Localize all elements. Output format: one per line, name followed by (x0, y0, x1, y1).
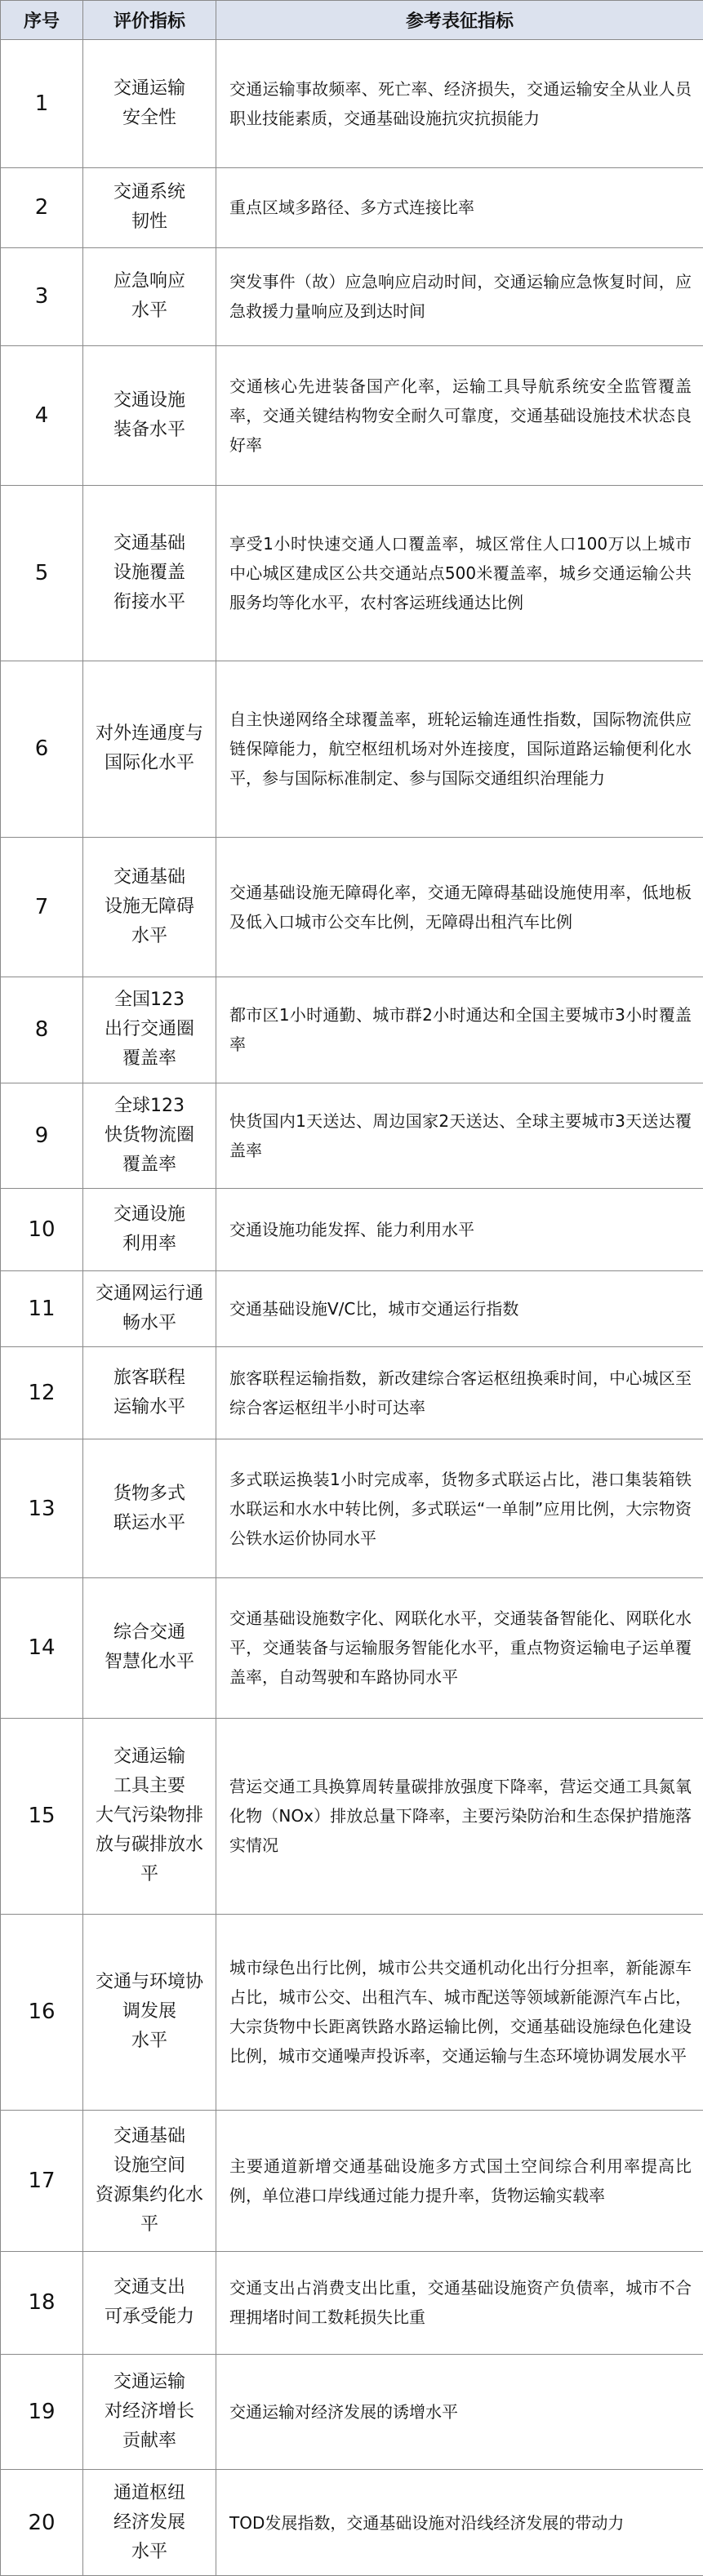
reference-indicator-cell: 都市区1小时通勤、城市群2小时通达和全国主要城市3小时覆盖率 (216, 977, 703, 1083)
table-row (1, 247, 703, 345)
indicator-name-cell: 交通基础 设施无障碍 水平 (83, 837, 216, 977)
reference-indicator-cell: 交通基础设施数字化、网联化水平，交通装备智能化、网联化水平，交通装备与运输服务智能化水平，重点物资运输电子运单覆盖率，自动驾驶和车路协同水平 (216, 1578, 703, 1718)
table-row (1, 2354, 703, 2470)
serial-number-cell: 3 (1, 247, 83, 345)
table-row (1, 2111, 703, 2251)
header-row (1, 1, 703, 40)
table-row (1, 168, 703, 248)
indicator-name-cell: 交通运输 工具主要 大气污染物排 放与碳排放水 平 (83, 1718, 216, 1914)
indicator-name-cell: 全国123 出行交通圈 覆盖率 (83, 977, 216, 1083)
reference-indicator-cell: TOD发展指数，交通基础设施对沿线经济发展的带动力 (216, 2470, 703, 2576)
serial-number-cell: 1 (1, 40, 83, 168)
table-row (1, 2251, 703, 2354)
indicator-name-cell: 对外连通度与 国际化水平 (83, 661, 216, 837)
serial-number-cell: 14 (1, 1578, 83, 1718)
header-serial-number: 序号 (1, 1, 83, 40)
reference-indicator-cell: 交通核心先进装备国产化率，运输工具导航系统安全监管覆盖率，交通关键结构物安全耐久可靠度，交通基础设施技术状态良好率 (216, 345, 703, 485)
reference-indicator-cell: 城市绿色出行比例，城市公共交通机动化出行分担率，新能源车占比，城市公交、出租汽车、城市配送等领域新能源汽车占比，大宗货物中长距离铁路水路运输比例，交通基础设施绿色化建设比例，城市交通噪声投诉率，交通运输与生态环境协调发展水平 (216, 1914, 703, 2110)
serial-number-cell: 7 (1, 837, 83, 977)
table-body (1, 40, 703, 2576)
reference-indicator-cell: 享受1小时快速交通人口覆盖率，城区常住人口100万以上城市中心城区建成区公共交通站点500米覆盖率，城乡交通运输公共服务均等化水平，农村客运班线通达比例 (216, 485, 703, 661)
table-row (1, 977, 703, 1083)
serial-number-cell: 2 (1, 168, 83, 248)
indicator-name-cell: 交通支出 可承受能力 (83, 2251, 216, 2354)
serial-number-cell: 19 (1, 2354, 83, 2470)
reference-indicator-cell: 交通设施功能发挥、能力利用水平 (216, 1189, 703, 1271)
reference-indicator-cell: 交通基础设施无障碍化率，交通无障碍基础设施使用率，低地板及低入口城市公交车比例，无障碍出租汽车比例 (216, 837, 703, 977)
indicator-name-cell: 应急响应 水平 (83, 247, 216, 345)
reference-indicator-cell: 重点区域多路径、多方式连接比率 (216, 168, 703, 248)
indicator-name-cell: 全球123 快货物流圈 覆盖率 (83, 1083, 216, 1189)
serial-number-cell: 16 (1, 1914, 83, 2110)
table-row (1, 1439, 703, 1578)
indicator-name-cell: 交通运输 对经济增长 贡献率 (83, 2354, 216, 2470)
indicator-name-cell: 交通设施 装备水平 (83, 345, 216, 485)
table-row (1, 485, 703, 661)
serial-number-cell: 12 (1, 1347, 83, 1439)
table-row (1, 837, 703, 977)
table-row (1, 1914, 703, 2110)
indicator-name-cell: 交通与环境协 调发展 水平 (83, 1914, 216, 2110)
reference-indicator-cell: 自主快递网络全球覆盖率，班轮运输连通性指数，国际物流供应链保障能力，航空枢纽机场对外连接度，国际道路运输便利化水平，参与国际标准制定、参与国际交通组织治理能力 (216, 661, 703, 837)
table-row (1, 40, 703, 168)
header-reference-characterization-indicator: 参考表征指标 (216, 1, 703, 40)
reference-indicator-cell: 营运交通工具换算周转量碳排放强度下降率，营运交通工具氮氧化物（NOx）排放总量下降率，主要污染防治和生态保护措施落实情况 (216, 1718, 703, 1914)
reference-indicator-cell: 突发事件（故）应急响应启动时间，交通运输应急恢复时间，应急救援力量响应及到达时间 (216, 247, 703, 345)
reference-indicator-cell: 多式联运换装1小时完成率，货物多式联运占比，港口集装箱铁水联运和水水中转比例，多式联运“一单制”应用比例，大宗物资公铁水运价协同水平 (216, 1439, 703, 1578)
serial-number-cell: 13 (1, 1439, 83, 1578)
indicator-name-cell: 通道枢纽 经济发展 水平 (83, 2470, 216, 2576)
indicator-name-cell: 综合交通 智慧化水平 (83, 1578, 216, 1718)
serial-number-cell: 5 (1, 485, 83, 661)
reference-indicator-cell: 快货国内1天送达、周边国家2天送达、全球主要城市3天送达覆盖率 (216, 1083, 703, 1189)
reference-indicator-cell: 主要通道新增交通基础设施多方式国土空间综合利用率提高比例，单位港口岸线通过能力提升率，货物运输实载率 (216, 2111, 703, 2251)
serial-number-cell: 20 (1, 2470, 83, 2576)
serial-number-cell: 11 (1, 1271, 83, 1347)
indicator-name-cell: 交通运输 安全性 (83, 40, 216, 168)
serial-number-cell: 9 (1, 1083, 83, 1189)
table-row (1, 1578, 703, 1718)
table-row (1, 1718, 703, 1914)
indicator-name-cell: 旅客联程 运输水平 (83, 1347, 216, 1439)
indicator-name-cell: 交通设施 利用率 (83, 1189, 216, 1271)
serial-number-cell: 4 (1, 345, 83, 485)
reference-indicator-cell: 交通运输事故频率、死亡率、经济损失，交通运输安全从业人员职业技能素质，交通基础设施抗灾抗损能力 (216, 40, 703, 168)
indicator-name-cell: 交通基础 设施空间 资源集约化水 平 (83, 2111, 216, 2251)
serial-number-cell: 17 (1, 2111, 83, 2251)
reference-indicator-cell: 交通支出占消费支出比重，交通基础设施资产负债率，城市不合理拥堵时间工数耗损失比重 (216, 2251, 703, 2354)
reference-indicator-cell: 交通基础设施V/C比，城市交通运行指数 (216, 1271, 703, 1347)
indicator-name-cell: 交通系统 韧性 (83, 168, 216, 248)
table-row (1, 1271, 703, 1347)
table-header (1, 1, 703, 40)
serial-number-cell: 10 (1, 1189, 83, 1271)
serial-number-cell: 15 (1, 1718, 83, 1914)
table-row (1, 1347, 703, 1439)
table-row (1, 1189, 703, 1271)
table-row (1, 2470, 703, 2576)
table-row (1, 661, 703, 837)
indicator-name-cell: 货物多式 联运水平 (83, 1439, 216, 1578)
indicator-name-cell: 交通网运行通 畅水平 (83, 1271, 216, 1347)
table-row (1, 1083, 703, 1189)
serial-number-cell: 8 (1, 977, 83, 1083)
reference-indicator-cell: 旅客联程运输指数，新改建综合客运枢纽换乘时间，中心城区至综合客运枢纽半小时可达率 (216, 1347, 703, 1439)
reference-indicator-cell: 交通运输对经济发展的诱增水平 (216, 2354, 703, 2470)
indicator-name-cell: 交通基础 设施覆盖 衔接水平 (83, 485, 216, 661)
serial-number-cell: 6 (1, 661, 83, 837)
serial-number-cell: 18 (1, 2251, 83, 2354)
header-evaluation-indicator: 评价指标 (83, 1, 216, 40)
table-row (1, 345, 703, 485)
